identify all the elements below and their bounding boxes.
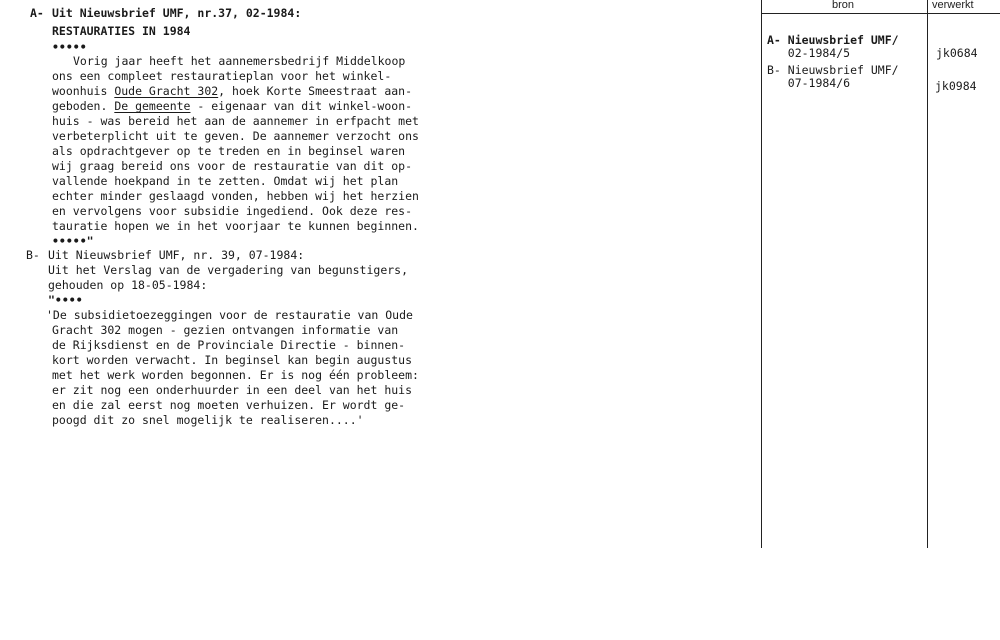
section-b-dots-open: "•••• bbox=[48, 293, 83, 307]
section-a-line: vallende hoekpand in te zetten. Omdat wij het plan bbox=[52, 174, 399, 188]
section-b-line: Gracht 302 mogen - gezien ontvangen informatie van bbox=[52, 323, 399, 337]
section-a-line4-post: - eigenaar van dit winkel-woon- bbox=[190, 99, 413, 113]
section-a-line: echter minder geslaagd vonden, hebben wij het herzien bbox=[52, 189, 419, 203]
section-a-line bbox=[52, 84, 412, 99]
section-a-line: tauratie hopen we in het voorjaar te kunnen beginnen. bbox=[52, 219, 419, 233]
section-b-line: en die zal eerst nog moeten verhuizen. Er wordt ge- bbox=[52, 398, 406, 412]
municipality-underlined: De gemeente bbox=[114, 99, 191, 113]
sidebar-entry-a-line2: 02-1984/5 bbox=[767, 46, 851, 60]
sidebar-entry-b-code: jk0984 bbox=[935, 79, 977, 93]
sidebar-entry-b-line2: 07-1984/6 bbox=[767, 76, 851, 90]
section-a-line: Vorig jaar heeft het aannemersbedrijf Middelkoop bbox=[73, 54, 406, 68]
sidebar-column-divider bbox=[927, 0, 928, 548]
sidebar-header-rule bbox=[761, 13, 1000, 14]
section-b-line: de Rijksdienst en de Provinciale Directie - binnen- bbox=[52, 338, 406, 352]
section-b-line: met het werk worden begonnen. Er is nog één probleem: bbox=[52, 368, 419, 382]
section-a-line: huis - was bereid het aan de aannemer in erfpacht met bbox=[52, 114, 419, 128]
section-b-line: er zit nog een onderhuurder in een deel van het huis bbox=[52, 383, 413, 397]
sidebar-entry-b-line1: B- Nieuwsbrief UMF/ bbox=[767, 63, 899, 77]
section-b-line: 'De subsidietoezeggingen voor de restauratie van Oude bbox=[46, 308, 413, 322]
section-a-line: als opdrachtgever op te treden en in beginsel waren bbox=[52, 144, 406, 158]
section-b-source: Uit Nieuwsbrief UMF, nr. 39, 07-1984: bbox=[48, 248, 305, 262]
section-a-heading: RESTAURATIES IN 1984 bbox=[52, 24, 191, 38]
section-a-line bbox=[52, 99, 412, 114]
section-a-source: Uit Nieuwsbrief UMF, nr.37, 02-1984: bbox=[52, 6, 302, 20]
column-header-verwerkt: verwerkt bbox=[932, 0, 974, 11]
section-a-dots-open: ••••• bbox=[52, 40, 87, 54]
sidebar-entry-a-code: jk0684 bbox=[936, 46, 978, 60]
section-a-line: ons een compleet restauratieplan voor het winkel- bbox=[52, 69, 392, 83]
section-a-line4-pre: geboden. bbox=[52, 99, 115, 113]
section-b-marker: B- bbox=[26, 248, 40, 262]
section-a-dots-close: •••••" bbox=[52, 234, 94, 248]
section-a-marker: A- bbox=[30, 6, 44, 20]
sidebar-entry-a-line1: A- Nieuwsbrief UMF/ bbox=[767, 33, 899, 47]
section-a-line3-pre: woonhuis bbox=[52, 84, 115, 98]
address-underlined: Oude Gracht 302 bbox=[114, 84, 219, 98]
sidebar-left-border bbox=[761, 0, 762, 548]
section-b-intro: gehouden op 18-05-1984: bbox=[48, 278, 208, 292]
column-header-bron: bron bbox=[832, 0, 855, 11]
section-b-line: kort worden verwacht. In beginsel kan begin augustus bbox=[52, 353, 413, 367]
section-a-line: verbeterplicht uit te geven. De aannemer verzocht ons bbox=[52, 129, 419, 143]
section-a-line: en vervolgens voor subsidie ingediend. Ook deze res- bbox=[52, 204, 413, 218]
section-a-line: wij graag bereid ons voor de restauratie van dit op- bbox=[52, 159, 413, 173]
section-b-line: poogd dit zo snel mogelijk te realiseren....' bbox=[52, 413, 364, 427]
section-a-line3-post: , hoek Korte Smeestraat aan- bbox=[218, 84, 413, 98]
section-b-intro: Uit het Verslag van de vergadering van begunstigers, bbox=[48, 263, 409, 277]
